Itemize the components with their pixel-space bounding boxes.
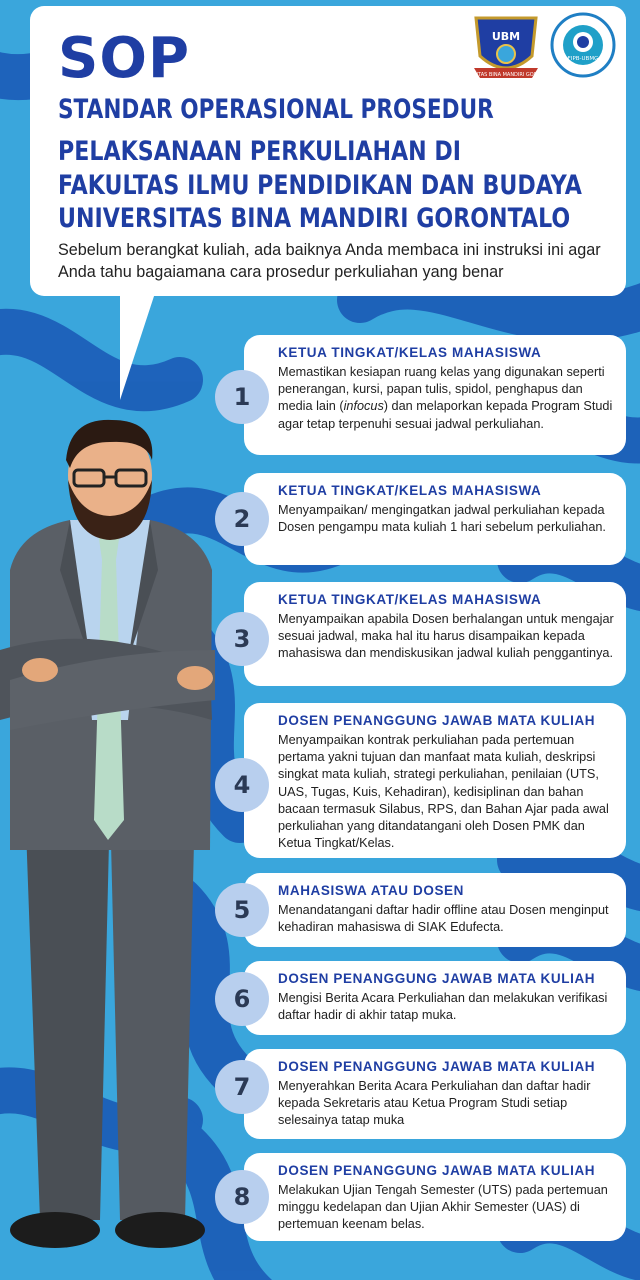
step-card-5 bbox=[244, 873, 626, 947]
ubm-logo bbox=[454, 10, 558, 84]
step-description: Mengisi Berita Acara Perkuliahan dan melakukan verifikasi daftar hadir di akhir tatap muka. bbox=[278, 991, 608, 1023]
step-number-badge: 7 bbox=[215, 1060, 269, 1114]
step-number-badge: 2 bbox=[215, 492, 269, 546]
businessman-illustration bbox=[0, 420, 240, 1280]
step-number-badge: 3 bbox=[215, 612, 269, 666]
title-line-2: PELAKSANAAN PERKULIAHAN DI bbox=[58, 136, 462, 167]
step-number-badge: 5 bbox=[215, 883, 269, 937]
step-number-badge: 6 bbox=[215, 972, 269, 1026]
title-line-4: UNIVERSITAS BINA MANDIRI GORONTALO bbox=[58, 203, 571, 234]
ubm-logo-text: UBM bbox=[491, 30, 521, 43]
step-card-8 bbox=[244, 1153, 626, 1241]
step-card-3 bbox=[244, 582, 626, 686]
step-number-badge: 1 bbox=[215, 370, 269, 424]
step-role: DOSEN PENANGGUNG JAWAB MATA KULIAH bbox=[278, 1059, 596, 1074]
step-description: Menyampaikan apabila Dosen berhalangan untuk mengajar sesuai jadwal, maka hal itu harus disampaikan kepada mahasiswa dan mendiskusikan jadwal kuliah penggantinya. bbox=[278, 612, 614, 661]
speech-bubble-tail bbox=[120, 290, 156, 400]
title-line-3: FAKULTAS ILMU PENDIDIKAN DAN BUDAYA bbox=[58, 170, 582, 201]
step-description: Menyerahkan Berita Acara Perkuliahan dan daftar hadir kepada Sekretaris atau Ketua Program Studi setiap selesainya tatap muka bbox=[278, 1079, 591, 1128]
step-description: Melakukan Ujian Tengah Semester (UTS) pada pertemuan minggu kedelapan dan Ujian Akhir Semester (UAS) di pertemuan keenam belas. bbox=[278, 1183, 608, 1232]
step-role: KETUA TINGKAT/KELAS MAHASISWA bbox=[278, 345, 542, 360]
intro-text: Sebelum berangkat kuliah, ada baiknya Anda membaca ini instruksi ini agar Anda tahu bagaiamana cara prosedur perkuliahan yang benar bbox=[58, 241, 601, 281]
step-role: DOSEN PENANGGUNG JAWAB MATA KULIAH bbox=[278, 971, 596, 986]
step-card-7 bbox=[244, 1049, 626, 1139]
step-description: Menyampaikan/ mengingatkan jadwal perkuliahan kepada Dosen pengampu mata kuliah 1 hari sebelum perkuliahan. bbox=[278, 503, 606, 535]
step-description: Menyampaikan kontrak perkuliahan pada pertemuan pertama yakni tujuan dan manfaat mata kuliah, deskripsi singkat mata kuliah, strategi perkuliahan, penilaian (UTS, UAS, Tugas, Kuis, Kehadiran), kedisiplinan dan bahan bacaan termasuk Silabus, RPS, dan Bahan Ajar pada awal perkuliahan yang ditandatangani oleh Dosen PMK dan Ketua Tingkat/Kelas. bbox=[278, 733, 609, 851]
step-description: Memastikan kesiapan ruang kelas yang digunakan seperti penerangan, kursi, papan tulis, spidol, penghapus dan media lain (infocus) dan melaporkan kepada Program Studi agar tetap terpenuhi sesuai jadwal perkuliahan. bbox=[278, 365, 613, 431]
sop-heading: SOP bbox=[58, 26, 190, 91]
step-card-1 bbox=[244, 335, 626, 455]
step-role: KETUA TINGKAT/KELAS MAHASISWA bbox=[278, 592, 542, 607]
step-role: DOSEN PENANGGUNG JAWAB MATA KULIAH bbox=[278, 713, 596, 728]
step-number-badge: 4 bbox=[215, 758, 269, 812]
step-description: Menandatangani daftar hadir offline atau Dosen menginput kehadiran mahasiswa di SIAK Edufecta. bbox=[278, 903, 609, 935]
ubm-logo-banner: UNIVERSITAS BINA MANDIRI GORONTALO bbox=[454, 72, 558, 78]
step-card-4 bbox=[244, 703, 626, 858]
step-role: DOSEN PENANGGUNG JAWAB MATA KULIAH bbox=[278, 1163, 596, 1178]
fip-logo-text: FIPB-UBMG bbox=[567, 56, 599, 62]
step-role: KETUA TINGKAT/KELAS MAHASISWA bbox=[278, 483, 542, 498]
step-role: MAHASISWA ATAU DOSEN bbox=[278, 883, 464, 898]
step-card-2 bbox=[244, 473, 626, 565]
step-card-6 bbox=[244, 961, 626, 1035]
title-line-1: STANDAR OPERASIONAL PROSEDUR bbox=[58, 94, 494, 125]
step-number-badge: 8 bbox=[215, 1170, 269, 1224]
fip-logo bbox=[550, 12, 616, 78]
